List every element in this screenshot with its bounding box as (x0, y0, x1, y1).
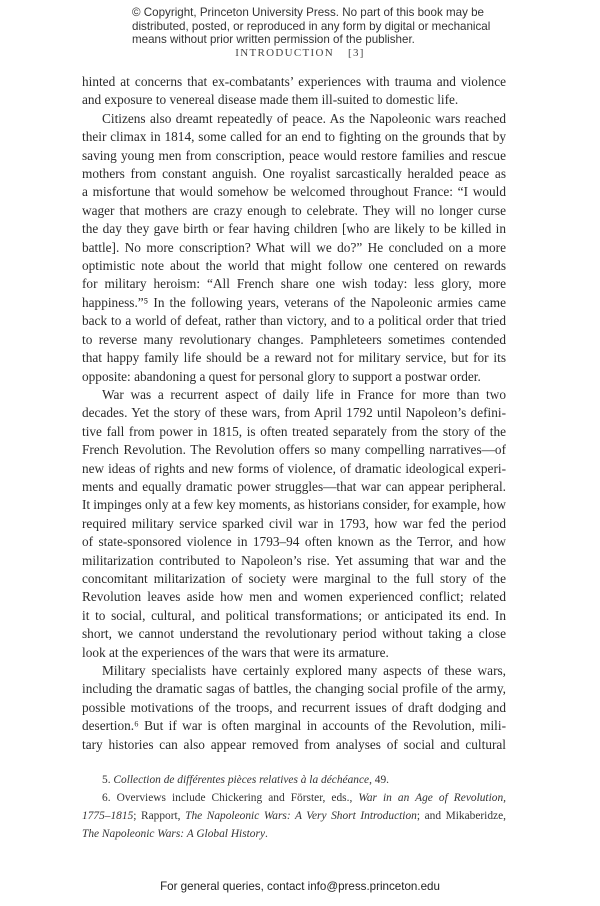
text-line: ments and equally dramatic power struggles—that war can appear peripheral. (82, 478, 506, 494)
text-line: French Revolution. The Revolution offers so many compelling narratives—of (82, 442, 506, 458)
text-line: new ideas of rights and new forms of violence, of dramatic ideological experi- (82, 460, 506, 476)
text-line: optimistic note about the world that might follow one centered on rewards (82, 258, 506, 274)
footer-contact: For general queries, contact info@press.princeton.edu (160, 880, 440, 893)
text-line: War was a recurrent aspect of daily life in France for more than two (102, 386, 506, 402)
notice-line: distributed, posted, or reproduced in any form by digital or mechanical (132, 19, 491, 33)
footnote-text: . (265, 828, 268, 840)
running-head-title: INTRODUCTION (235, 47, 334, 59)
text-line: back to a world of defeat, rather than victory, and to a political order that tried (82, 313, 506, 329)
text-line: and exposure to venereal disease made them ill-suited to domestic life. (82, 92, 459, 108)
footnote-number: 5. (102, 774, 111, 786)
footnote-text: ; Rapport, (133, 810, 181, 822)
text-line: mothers from constant anguish. One royalist sarcastically heralded peace as (82, 166, 506, 182)
text-line: their climax in 1814, some called for an end to fighting on the grounds that by (82, 129, 506, 145)
text-line: that happy family life should be a reward not for military service, but for its (82, 350, 506, 366)
text-line: possible motivations of the troops, and recurrent issues of draft dodging and (82, 699, 506, 715)
text-line: for military heroism: “All French share one wish today: less glory, more (82, 276, 506, 292)
text-line: militarization contributed to Napoleon’s rise. Yet assuming that war and the (82, 552, 506, 568)
paragraph (82, 110, 506, 386)
text-line: of state-sponsored violence in 1793–94 often known as the Terror, and how (82, 534, 506, 550)
footnote-5 (82, 771, 506, 789)
copyright-notice (132, 6, 512, 47)
text-line: desertion.⁶ But if war is often marginal in accounts of the Revolution, mili- (82, 718, 506, 734)
text-line: Citizens also dreamt repeatedly of peace. As the Napoleonic wars reached (102, 110, 506, 126)
text-line: tary histories can also appear removed from analyses of social and cultural (82, 736, 506, 752)
footnote-text: , 49. (369, 774, 390, 786)
text-line: Military specialists have certainly explored many aspects of these wars, (102, 663, 506, 678)
paragraph (82, 662, 506, 754)
footnote-line (82, 771, 506, 789)
footnote-dates: 1775–1815 (82, 810, 134, 822)
text-line: it to social, cultural, and political transformations; or anticipated its end. In (82, 607, 506, 623)
footnote-title: The Napoleonic Wars: A Very Short Introduction (185, 810, 417, 822)
text-line: It impinges only at a few key moments, as historians consider, for example, how (82, 497, 506, 513)
footnote-title: War in an Age of Revolution, (358, 792, 506, 804)
footnote-line (82, 825, 506, 843)
text-line: tive fall from power in 1815, is often treated separately from the story of the (82, 423, 506, 439)
text-line: saving young men from conscription, peace would restore families and rescue (82, 147, 506, 163)
notice-line: © Copyright, Princeton University Press. No part of this book may be (132, 6, 484, 19)
text-line: a misfortune that would somehow be welcomed throughout France: “I would (82, 184, 506, 200)
text-line: including the dramatic sagas of battles, the changing social profile of the army, (82, 681, 506, 697)
notice-line: means without prior written permission of the publisher. (132, 33, 415, 46)
text-line: to reverse many revolutionary changes. Pamphleteers sometimes contended (82, 331, 506, 347)
footnote-line (82, 789, 506, 807)
paragraph (82, 73, 506, 110)
text-line: required military service sparked civil war in 1793, how war fed the period (82, 515, 506, 531)
text-line: look at the experiences of the wars that were its armature. (82, 644, 389, 660)
footnote-text: 6. Overviews include Chickering and Förster, eds., (102, 792, 353, 804)
footnote-title: Collection de différentes pièces relatives à la déchéance (113, 774, 370, 786)
footnote-title: The Napoleonic Wars: A Global History (82, 828, 265, 840)
footnote-line (82, 807, 506, 825)
footnote-6 (82, 789, 506, 843)
text-line: opposite: abandoning a quest for personal glory to support a postwar order. (82, 368, 481, 384)
running-head (0, 47, 600, 60)
text-line: happiness.”⁵ In the following years, veterans of the Napoleonic armies came (82, 294, 506, 310)
text-line: the day they gave birth or fear having children [who are likely to be killed in (82, 221, 506, 237)
text-line: Revolution leaves aside how men and women experienced conflict; related (82, 589, 506, 605)
page-number: [3] (347, 47, 365, 59)
paragraph (82, 386, 506, 662)
text-line: decades. Yet the story of these wars, from April 1792 until Napoleon’s defini- (82, 405, 506, 421)
text-line: battle]. No more conscription? What will we do?” He concluded on a more (82, 239, 506, 255)
body-text (82, 73, 506, 754)
text-line: hinted at concerns that ex-combatants’ experiences with trauma and violence (82, 74, 506, 89)
text-line: wager that mothers are crazy enough to celebrate. They will no longer curse (82, 202, 506, 218)
text-line: concomitant militarization of society were marginal to the full story of the (82, 570, 506, 586)
text-line: short, we cannot understand the revolutionary period without taking a close (82, 626, 506, 642)
footnote-text: ; and Mikaberidze, (416, 810, 506, 822)
